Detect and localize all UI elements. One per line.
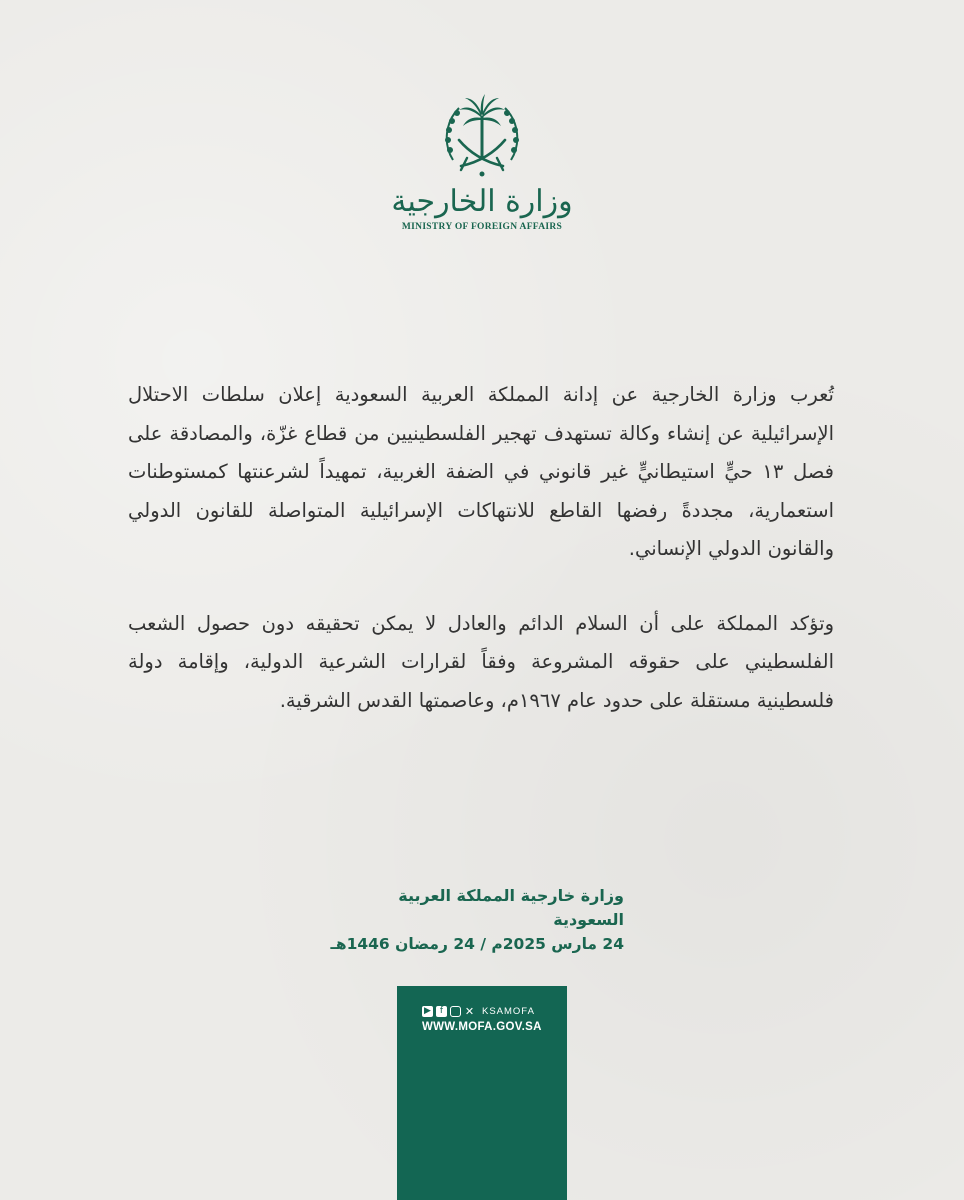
ministry-name-arabic: وزارة الخارجية bbox=[391, 184, 573, 219]
issuer-name: وزارة خارجية المملكة العربية السعودية bbox=[398, 886, 624, 929]
social-handle[interactable]: KSAMOFA bbox=[482, 1005, 535, 1017]
website-link[interactable]: WWW.MOFA.GOV.SA bbox=[422, 1021, 542, 1033]
facebook-icon[interactable]: f bbox=[436, 1006, 447, 1017]
saudi-palm-and-swords-emblem-icon bbox=[439, 92, 525, 184]
statement-paragraph: وتؤكد المملكة على أن السلام الدائم والعادل لا يمكن تحقيقه دون حصول الشعب الفلسطيني على حقوقه المشروعة وفقاً لقرارات الشرعية الدولية، وإقامة دولة فلسطينية مستقلة على حدود عام ١٩٦٧م، وعاصمتها القدس الشرقية. bbox=[128, 611, 834, 712]
footer-panel bbox=[397, 986, 567, 1200]
statement-paragraph: تُعرب وزارة الخارجية عن إدانة المملكة العربية السعودية إعلان سلطات الاحتلال الإسرائيلية عن إنشاء وكالة تستهدف تهجير الفلسطينيين من قطاع غزّة، والمصادقة على فصل ١٣ حيٍّ استيطانيٍّ غير قانوني في الضفة الغربية، تمهيداً لشرعنتها كمستوطنات استعمارية، مجددةً رفضها القاطع للانتهاكات الإسرائيلية المتواصلة للقانون الدولي والقانون الدولي الإنساني. bbox=[128, 383, 834, 560]
x-icon[interactable]: ✕ bbox=[464, 1004, 475, 1018]
youtube-icon[interactable]: ▶ bbox=[422, 1006, 433, 1017]
signature-block bbox=[330, 884, 624, 956]
ministry-logo bbox=[382, 92, 582, 242]
instagram-icon[interactable] bbox=[450, 1006, 461, 1017]
statement-date: 24 مارس 2025م / 24 رمضان 1446هـ bbox=[330, 935, 624, 953]
social-links bbox=[422, 1004, 535, 1018]
statement-body bbox=[128, 376, 834, 720]
ministry-name-english: MINISTRY OF FOREIGN AFFAIRS bbox=[401, 222, 563, 232]
